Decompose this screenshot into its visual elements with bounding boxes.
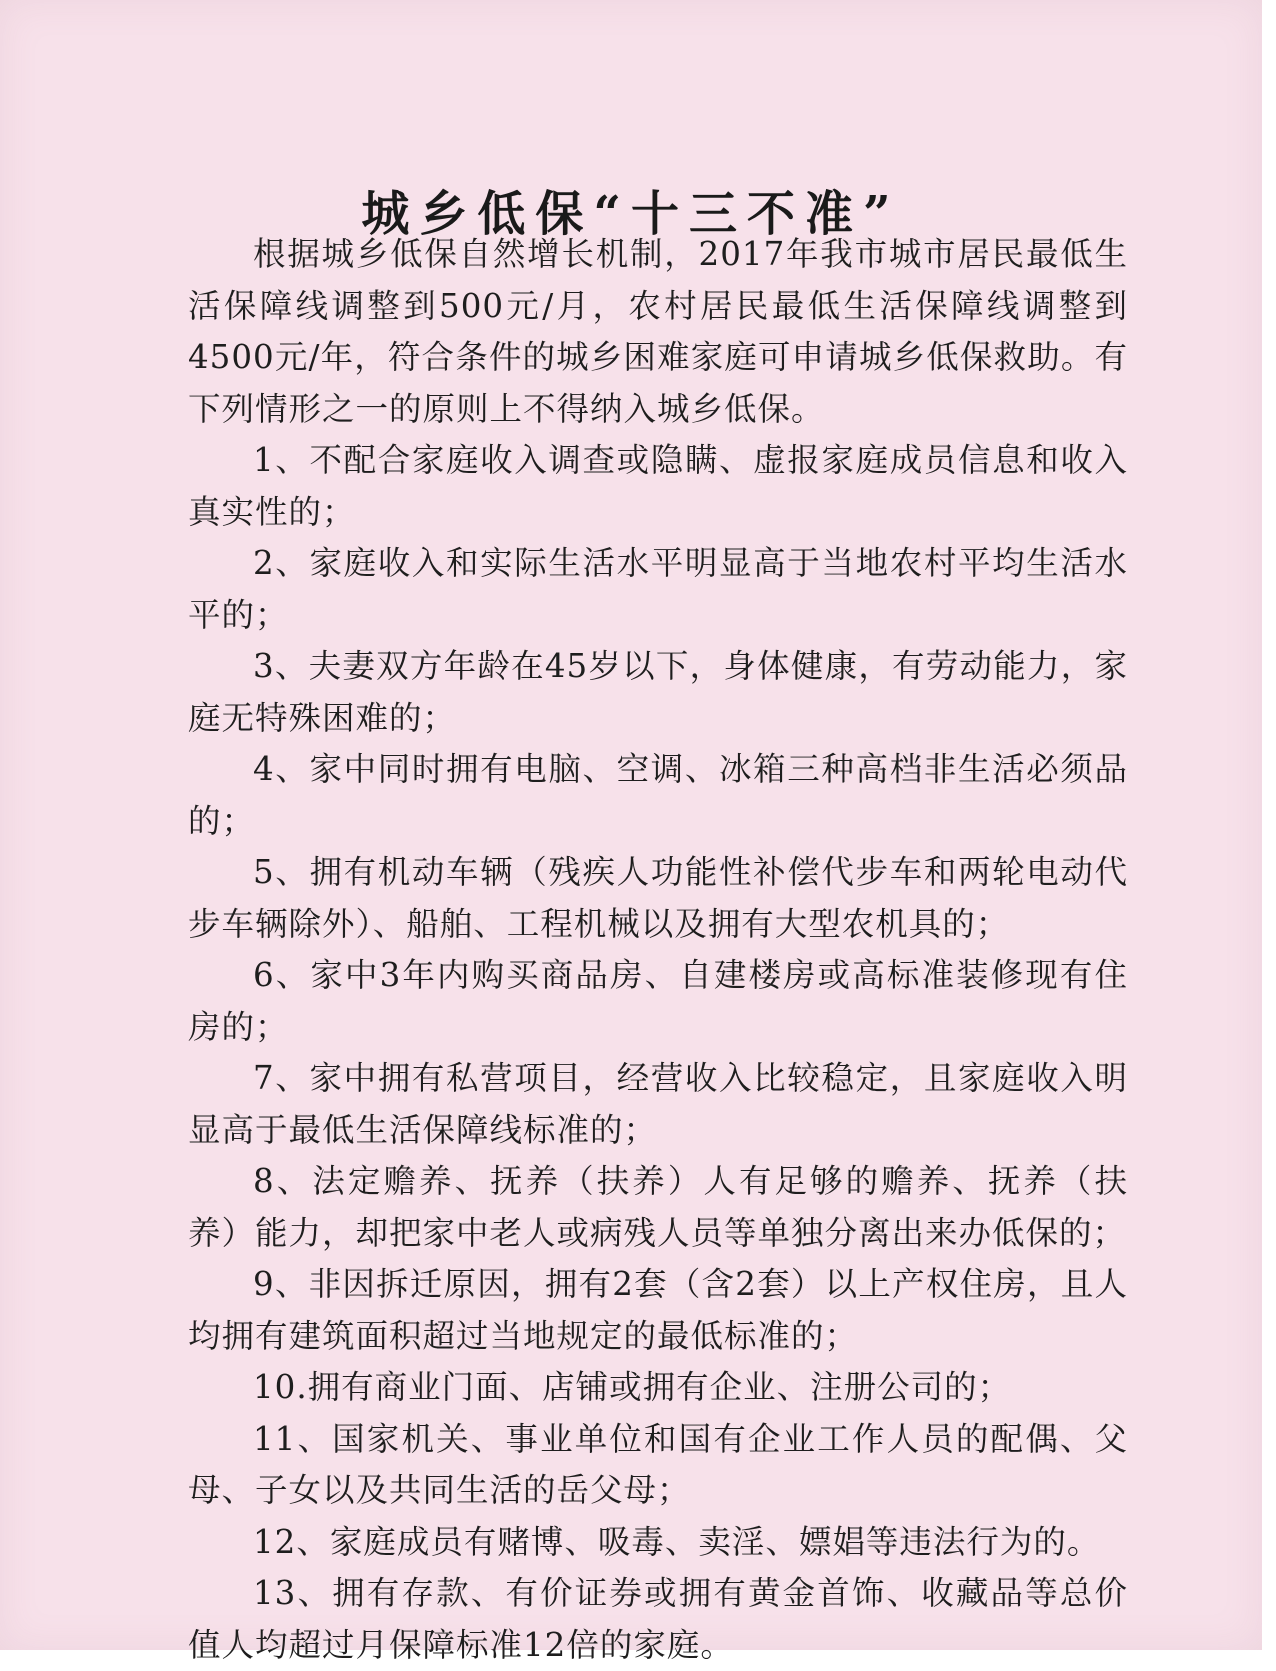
rule-item-9: 9、非因拆迁原因，拥有2套（含2套）以上产权住房，且人均拥有建筑面积超过当地规定的最低标准的； — [188, 1265, 1128, 1355]
rule-item-5: 5、拥有机动车辆（残疾人功能性补偿代步车和两轮电动代步车辆除外）、船舶、工程机械以及拥有大型农机具的； — [188, 853, 1128, 943]
rule-item-2: 2、家庭收入和实际生活水平明显高于当地农村平均生活水平的； — [188, 544, 1128, 634]
document-body — [188, 229, 1128, 1671]
rule-item-10: 10.拥有商业门面、店铺或拥有企业、注册公司的； — [253, 1368, 1012, 1406]
intro-paragraph: 根据城乡低保自然增长机制，2017年我市城市居民最低生活保障线调整到500元/月，农村居民最低生活保障线调整到4500元/年，符合条件的城乡困难家庭可申请城乡低保救助。有下列情形之一的原则上不得纳入城乡低保。 — [188, 235, 1128, 428]
rule-item-3: 3、夫妻双方年龄在45岁以下，身体健康，有劳动能力，家庭无特殊困难的； — [188, 647, 1128, 737]
rule-item-6: 6、家中3年内购买商品房、自建楼房或高标准装修现有住房的； — [188, 956, 1128, 1046]
rule-item-8: 8、法定赡养、抚养（扶养）人有足够的赡养、抚养（扶养）能力，却把家中老人或病残人员等单独分离出来办低保的； — [188, 1162, 1128, 1252]
rule-item-4: 4、家中同时拥有电脑、空调、冰箱三种高档非生活必须品的； — [188, 750, 1128, 840]
rule-item-13: 13、拥有存款、有价证券或拥有黄金首饰、收藏品等总价值人均超过月保障标准12倍的家庭。 — [188, 1574, 1128, 1664]
page-title: 城乡低保“十三不准” — [361, 186, 901, 243]
rule-item-11: 11、国家机关、事业单位和国有企业工作人员的配偶、父母、子女以及共同生活的岳父母； — [188, 1419, 1128, 1509]
rule-item-12: 12、家庭成员有赌博、吸毒、卖淫、嫖娼等违法行为的。 — [253, 1522, 1101, 1561]
rule-item-1: 1、不配合家庭收入调查或隐瞒、虚报家庭成员信息和收入真实性的； — [188, 441, 1128, 531]
rule-item-7: 7、家中拥有私营项目，经营收入比较稳定，且家庭收入明显高于最低生活保障线标准的； — [188, 1059, 1128, 1149]
